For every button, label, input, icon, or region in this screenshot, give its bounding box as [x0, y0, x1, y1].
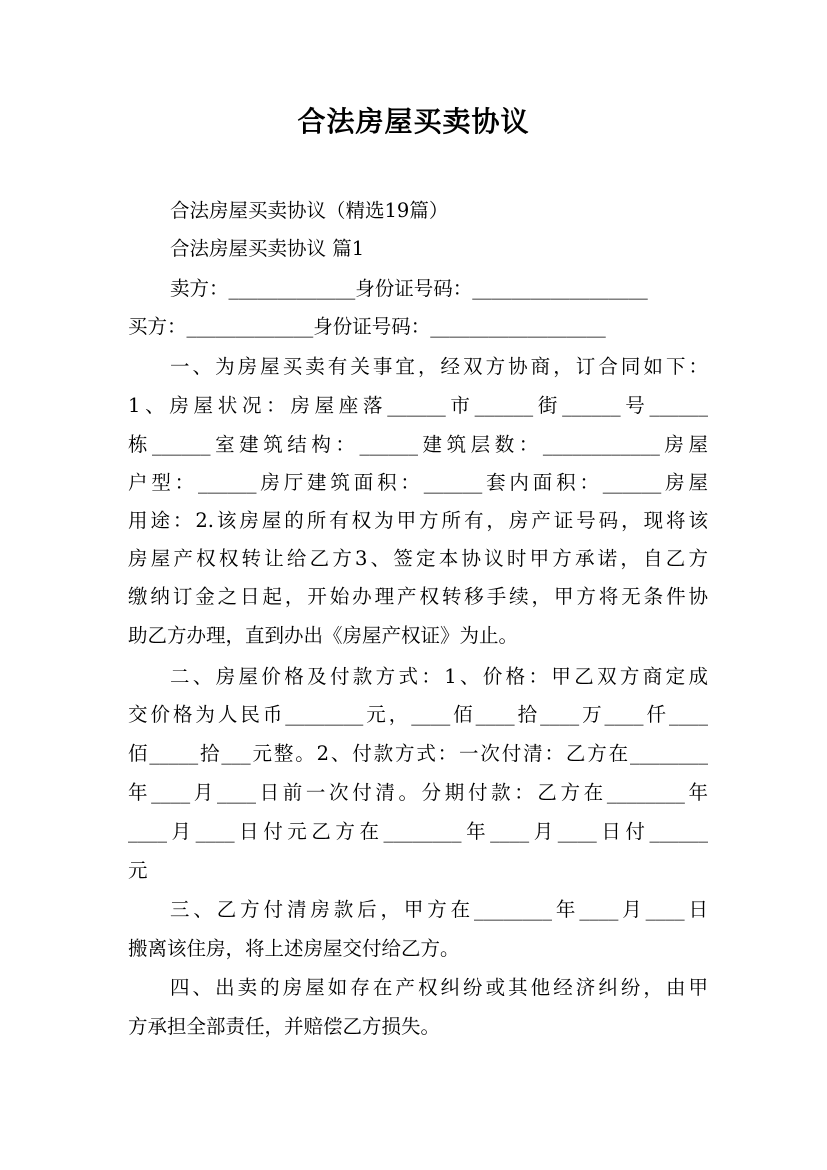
clause-1-line: 户型：______房厅建筑面积：______套内面积：______房屋: [128, 471, 708, 494]
clause-4-heading: 四、出卖的房屋如存在产权纠纷或其他经济纠纷，由甲: [170, 976, 708, 999]
section-heading: 合法房屋买卖协议 篇1: [170, 237, 365, 260]
clause-2-line: 元: [128, 859, 148, 882]
clause-4-line: 方承担全部责任，并赔偿乙方损失。: [128, 1015, 441, 1038]
clause-2-line: 年____月____日前一次付清。分期付款：乙方在________年: [128, 781, 708, 804]
clause-1-line: 1、房屋状况：房屋座落______市______街______号______: [128, 394, 708, 417]
buyer-line: 买方：_____________身份证号码：__________________: [128, 315, 606, 338]
clause-1-line: 缴纳订金之日起，开始办理产权转移手续，甲方将无条件协: [128, 585, 708, 608]
clause-2-heading: 二、房屋价格及付款方式：1、价格：甲乙双方商定成: [170, 665, 708, 688]
clause-3-line: 搬离该住房，将上述房屋交付给乙方。: [128, 937, 460, 960]
clause-1-line: 用途：2.该房屋的所有权为甲方所有，房产证号码，现将该: [128, 509, 708, 532]
document-title: 合法房屋买卖协议: [297, 105, 530, 138]
clause-1-line: 助乙方办理，直到办出《房屋产权证》为止。: [128, 624, 519, 647]
clause-1-line: 房屋产权权转让给乙方3、签定本协议时甲方承诺，自乙方: [128, 547, 708, 570]
clause-2-line: 佰_____拾___元整。2、付款方式：一次付清：乙方在________: [128, 742, 708, 765]
clause-2-line: 交价格为人民币________元，____佰____拾____万____仟____: [128, 703, 708, 726]
seller-line: 卖方：_____________身份证号码：__________________: [170, 277, 648, 300]
clause-3-heading: 三、乙方付清房款后，甲方在________年____月____日: [170, 898, 708, 921]
clause-1-line: 栋______室建筑结构：______建筑层数：____________房屋: [128, 433, 708, 456]
subtitle-line: 合法房屋买卖协议（精选19篇）: [170, 199, 449, 222]
clause-1-heading: 一、为房屋买卖有关事宜，经双方协商，订合同如下：: [170, 355, 708, 378]
clause-2-line: ____月____日付元乙方在________年____月____日付______: [128, 820, 708, 843]
